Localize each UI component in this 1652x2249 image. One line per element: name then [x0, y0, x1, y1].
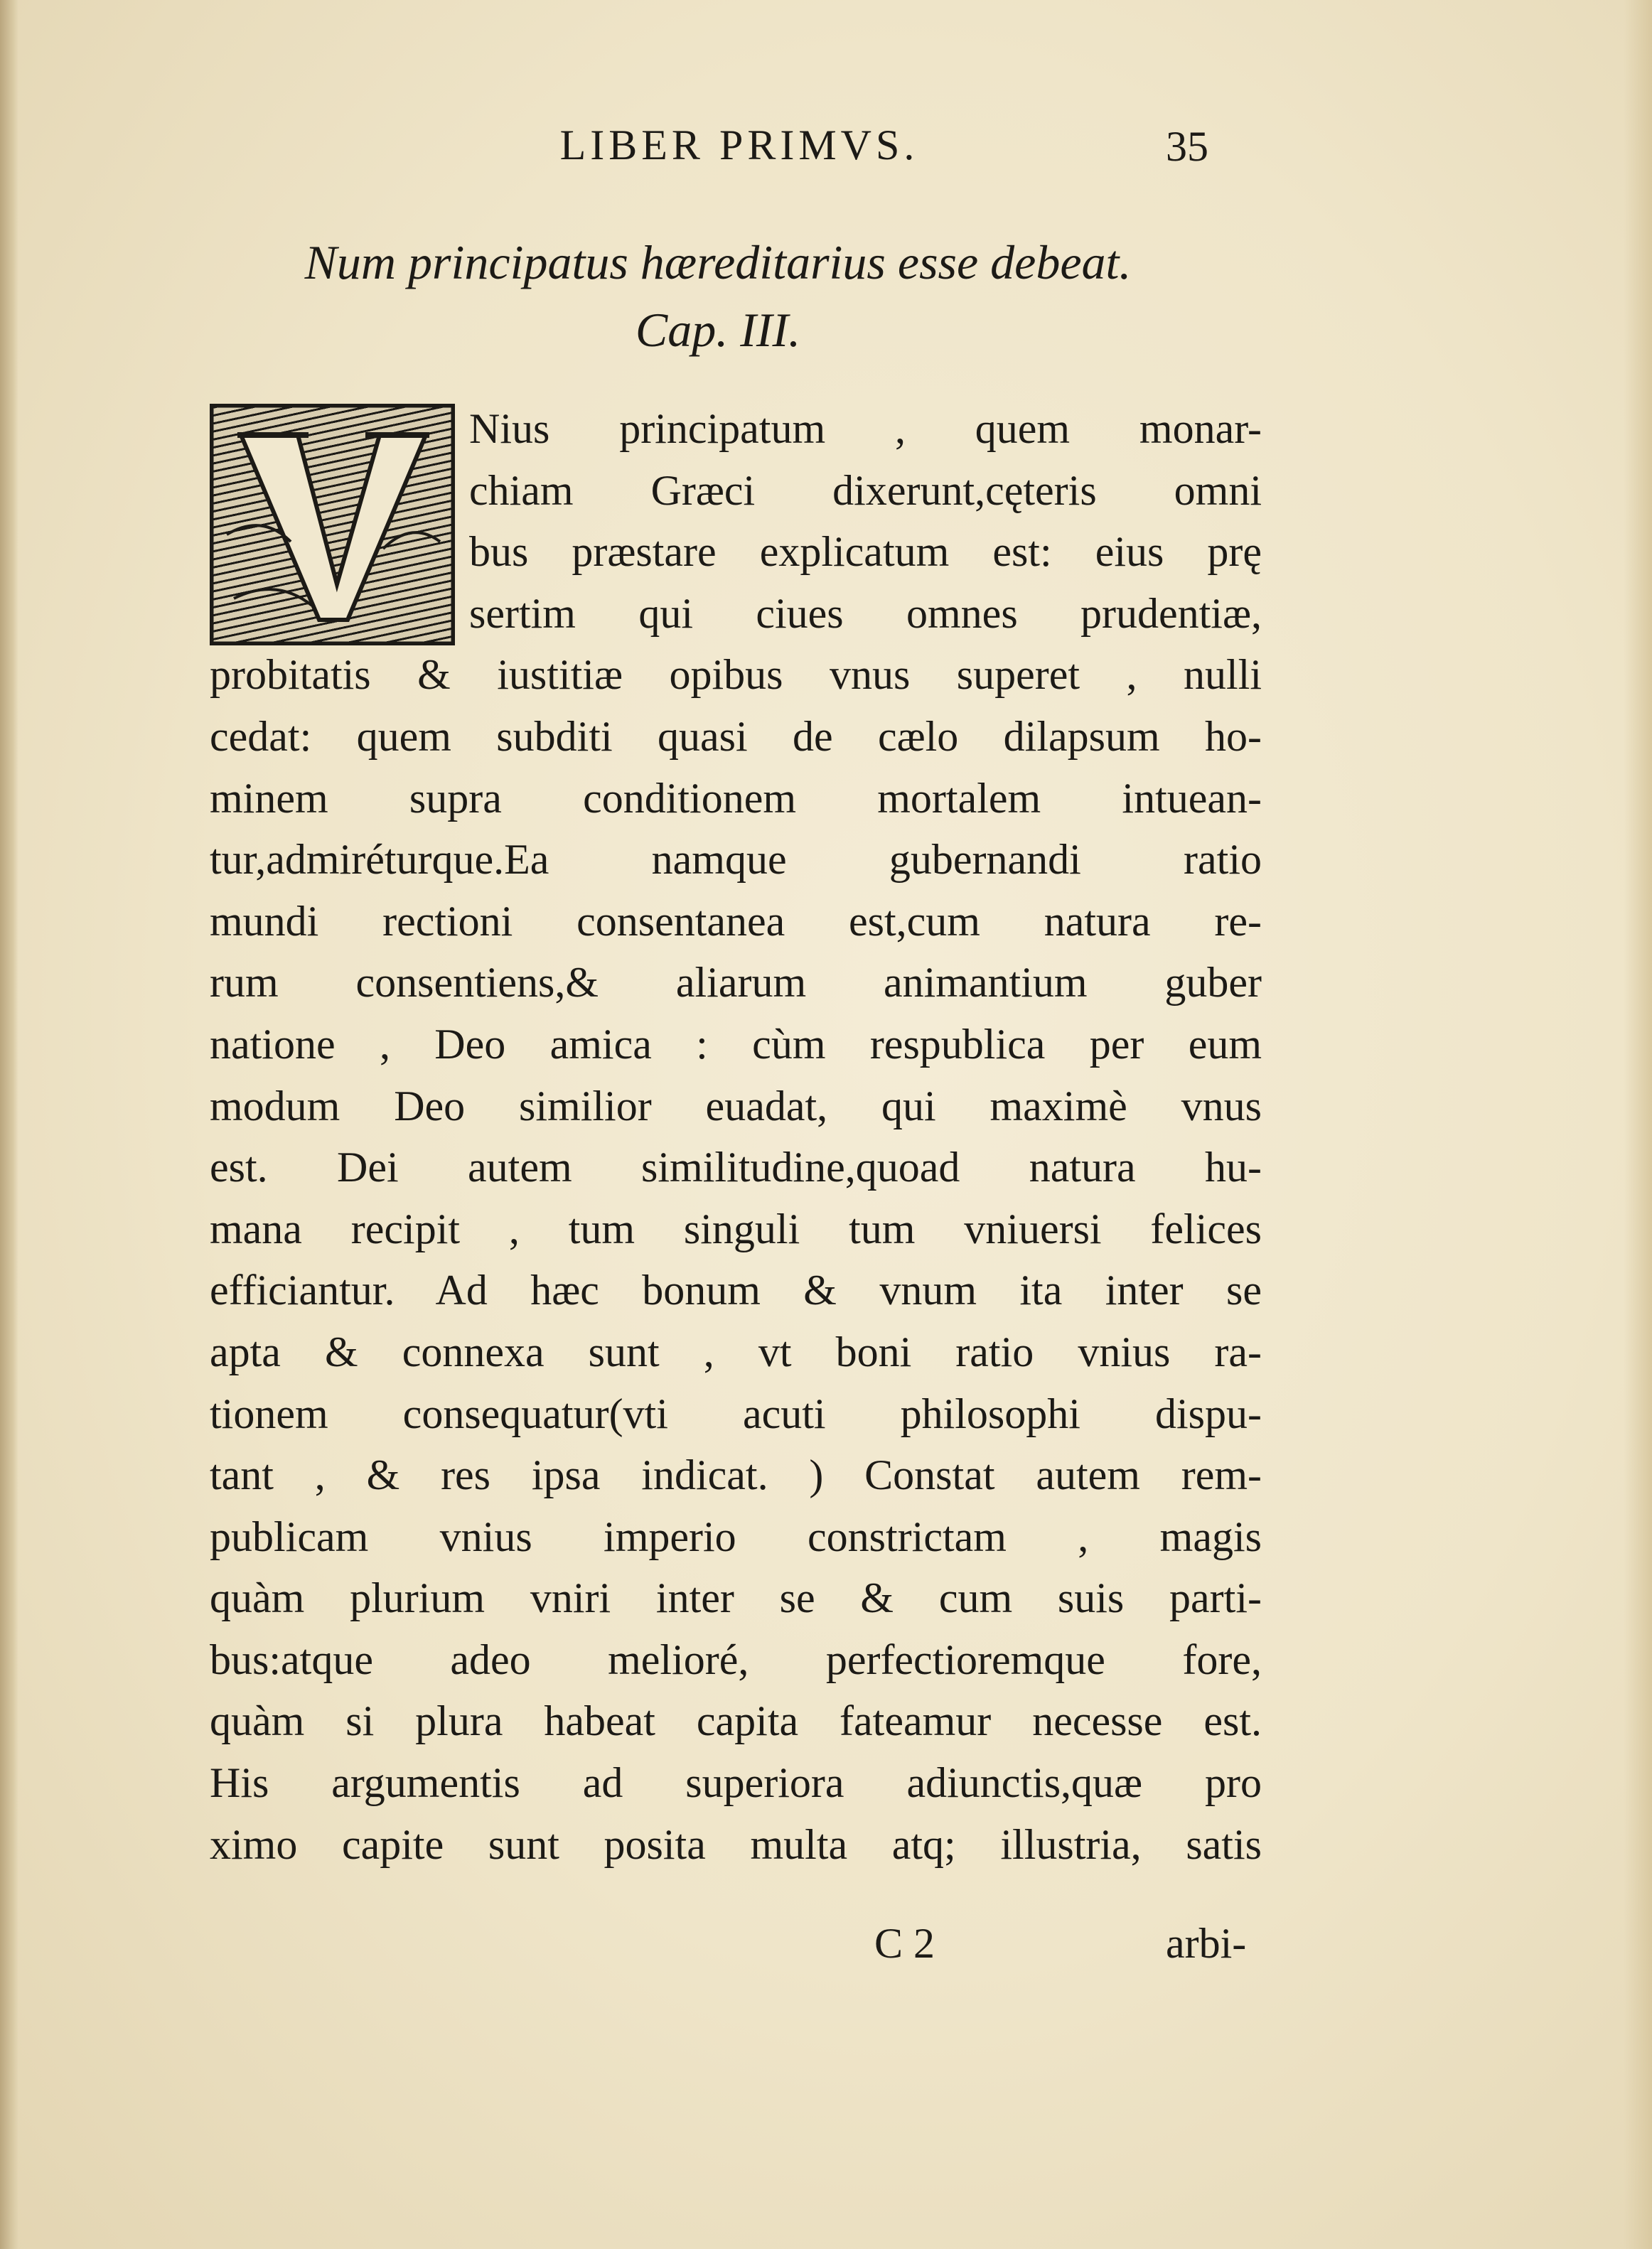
- text-line: sertim qui ciues omnes prudentiæ,: [469, 589, 1262, 637]
- text-line: modum Deo similior euadat, qui maximè vnus: [210, 1082, 1262, 1129]
- body-text: [210, 398, 1262, 1875]
- text-line: rum consentiens,& aliarum animantium guber: [210, 959, 1262, 1007]
- text-line: efficiantur. Ad hæc bonum & vnum ita inter se: [210, 1267, 1262, 1314]
- text-line: mundi rectioni consentanea est,cum natura re-: [210, 897, 1262, 945]
- signature-mark: C 2: [874, 1920, 935, 1967]
- text-line: probitatis & iustitiæ opibus vnus superet , nulli: [210, 651, 1262, 699]
- text-line: tionem consequatur(vti acuti philosophi dispu-: [210, 1390, 1262, 1437]
- text-line: bus præstare explicatum est: eius prę: [469, 528, 1262, 576]
- catchword: arbi-: [1166, 1920, 1247, 1967]
- text-line: Nius principatum , quem monar-: [469, 405, 1262, 452]
- page-gutter-shadow: [0, 0, 18, 2249]
- running-head: LIBER PRIMVS.: [559, 122, 919, 168]
- text-line: bus:atque adeo melioré, perfectioremque fore,: [210, 1636, 1262, 1683]
- text-line: cedat: quem subditi quasi de cælo dilapsum ho-: [210, 712, 1262, 760]
- text-line: minem supra conditionem mortalem intuean-: [210, 774, 1262, 822]
- text-line: quàm plurium vniri inter se & cum suis parti-: [210, 1574, 1262, 1622]
- text-line: tant , & res ipsa indicat. ) Constat autem rem-: [210, 1451, 1262, 1499]
- text-line: apta & connexa sunt , vt boni ratio vnius ra-: [210, 1328, 1262, 1375]
- page-number: 35: [1166, 123, 1208, 170]
- chapter-number: Cap. III.: [635, 303, 801, 357]
- text-line: natione , Deo amica : cùm respublica per eum: [210, 1020, 1262, 1068]
- text-line: ximo capite sunt posita multa atq; illustria, satis: [210, 1820, 1262, 1868]
- text-line: mana recipit , tum singuli tum vniuersi felices: [210, 1205, 1262, 1252]
- text-line: quàm si plura habeat capita fateamur necesse est.: [210, 1697, 1262, 1745]
- text-line: His argumentis ad superiora adiunctis,quæ pro: [210, 1759, 1262, 1807]
- page-edge-shadow: [1624, 0, 1652, 2249]
- text-line: est. Dei autem similitudine,quoad natura hu-: [210, 1144, 1262, 1191]
- chapter-title: Num principatus hæreditarius esse debeat.: [304, 235, 1132, 289]
- text-line: chiam Græci dixerunt,cęteris omni: [469, 466, 1262, 514]
- text-line: publicam vnius imperio constrictam , magis: [210, 1513, 1262, 1560]
- text-line: tur,admiréturque.Ea namque gubernandi ratio: [210, 836, 1262, 884]
